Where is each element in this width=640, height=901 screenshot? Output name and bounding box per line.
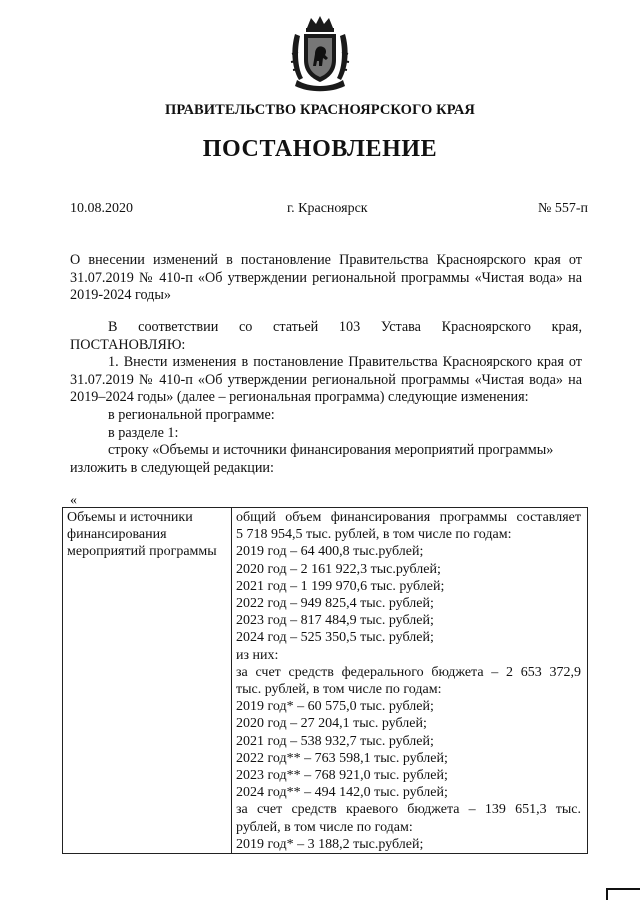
financing-line: рублей, в том числе по годам: [236,819,413,835]
subject-text: О внесении изменений в постановление Правительства Красноярского края от 31.07.2019 № 410-п «Об утверждении региональной программы «Чистая вода» на 2019-2024 годы» [70,252,582,304]
financing-line: 2019 год* – 60 575,0 тыс. рублей; [236,699,434,715]
financing-line: 2021 год – 1 199 970,6 тыс. рублей; [236,578,445,594]
financing-line: 2020 год – 27 204,1 тыс. рублей; [236,716,427,732]
financing-line: 2022 год – 949 825,4 тыс. рублей; [236,596,434,612]
page-corner-mark [606,888,640,900]
row-instruction-line-1: строку «Объемы и источники финансирования мероприятий программы» [108,442,554,459]
row-instruction-line-2: изложить в следующей редакции: [70,459,274,476]
financing-line: 2020 год – 2 161 922,3 тыс.рублей; [236,561,441,577]
financing-line: 2022 год** – 763 598,1 тыс. рублей; [236,750,448,766]
financing-line: 2023 год** – 768 921,0 тыс. рублей; [236,768,448,784]
item-1-text: 1. Внести изменения в постановление Правительства Красноярского края от 31.07.2019 № 410-п «Об утверждении региональной программы «Чистая вода» на 2019–2024 годы» (далее – региональная программа) следующие изменения: [70,354,582,406]
coat-of-arms-emblem [289,14,351,94]
in-section-text: в разделе 1: [108,424,179,441]
financing-details-cell [232,508,588,854]
financing-line: 2023 год – 817 484,9 тыс. рублей; [236,613,434,629]
document-body [70,319,582,477]
document-number: № 557-п [537,201,588,216]
financing-line: 2024 год** – 494 142,0 тыс. рублей; [236,785,448,801]
row-label-cell [63,508,232,854]
financing-line: за счет средств федерального бюджета – 2 653 372,9 [236,664,581,680]
financing-line: 2019 год* – 3 188,2 тыс.рублей; [236,836,424,852]
financing-line: из них: [236,647,279,663]
preamble-line-1: В соответствии со статьей 103 Устава Красноярского края, [108,319,582,335]
table-row [63,508,588,854]
document-city: г. Красноярск [287,201,368,216]
document-date: 10.08.2020 [70,201,133,216]
financing-line: тыс. рублей, в том числе по годам: [236,682,442,698]
financing-line: 2024 год – 525 350,5 тыс. рублей; [236,630,434,646]
financing-line: общий объем финансирования программы составляет [236,510,581,525]
financing-line: 5 718 954,5 тыс. рублей, в том числе по годам: [236,527,512,543]
financing-table [62,507,588,854]
in-program-text: в региональной программе: [108,406,275,423]
document-subject [70,252,582,305]
financing-line: 2021 год – 538 932,7 тыс. рублей; [236,733,434,749]
opening-quote-mark: « [70,493,77,508]
financing-line: за счет средств краевого бюджета – 139 651,3 тыс. [236,802,581,818]
government-name: ПРАВИТЕЛЬСТВО КРАСНОЯРСКОГО КРАЯ [164,102,475,118]
financing-line: 2019 год – 64 400,8 тыс.рублей; [236,544,424,560]
preamble-line-2: ПОСТАНОВЛЯЮ: [70,336,186,353]
document-type-title: ПОСТАНОВЛЕНИЕ [202,136,438,162]
row-label-text: Объемы и источники финансирования мероприятий программы [67,510,217,560]
